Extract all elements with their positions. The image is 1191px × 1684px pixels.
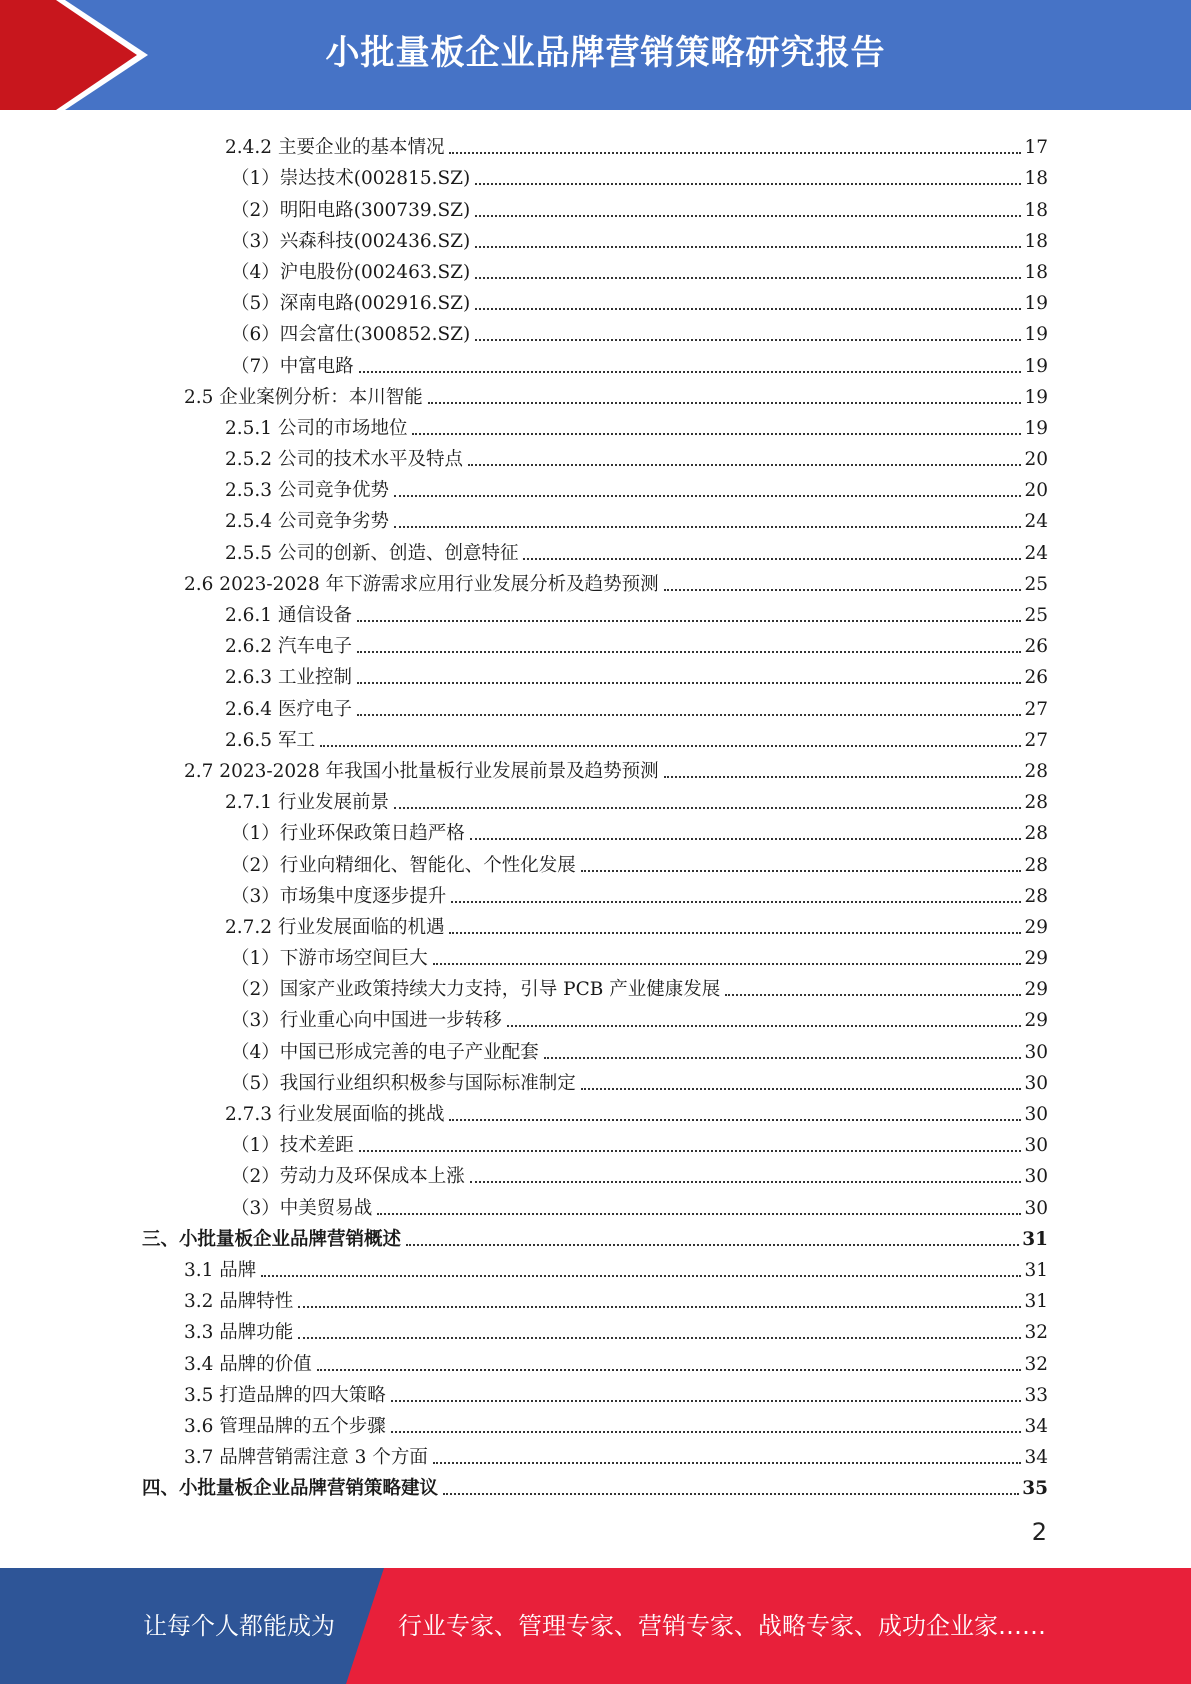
toc-entry[interactable] bbox=[0, 1064, 1191, 1095]
toc-entry-page: 27 bbox=[1024, 698, 1048, 720]
toc-entry-label: 2.6.3 工业控制 bbox=[225, 667, 352, 689]
toc-entry-label: 2.5.4 公司竞争劣势 bbox=[225, 511, 389, 533]
toc-entry[interactable] bbox=[0, 908, 1191, 939]
toc-entry[interactable] bbox=[0, 565, 1191, 596]
toc-entry-label: （3）市场集中度逐步提升 bbox=[231, 885, 447, 907]
toc-entry[interactable] bbox=[0, 1188, 1191, 1219]
toc-entry-page: 28 bbox=[1024, 823, 1048, 845]
toc-dot-leader bbox=[317, 1369, 1022, 1371]
toc-entry-page: 24 bbox=[1024, 542, 1048, 564]
toc-entry-page: 27 bbox=[1024, 729, 1048, 751]
toc-entry[interactable] bbox=[0, 1469, 1191, 1500]
toc-entry[interactable] bbox=[0, 378, 1191, 409]
toc-entry[interactable] bbox=[0, 814, 1191, 845]
toc-entry[interactable] bbox=[0, 409, 1191, 440]
page-number: 2 bbox=[1031, 1518, 1047, 1546]
toc-dot-leader bbox=[475, 277, 1021, 279]
toc-dot-leader bbox=[470, 1181, 1022, 1183]
toc-entry-page: 19 bbox=[1024, 324, 1048, 346]
toc-entry-label: 2.7.3 行业发展面临的挑战 bbox=[225, 1104, 445, 1125]
toc-dot-leader bbox=[412, 433, 1021, 435]
toc-entry-page: 25 bbox=[1024, 573, 1048, 595]
toc-entry[interactable] bbox=[0, 1126, 1191, 1157]
toc-entry-label: 3.3 品牌功能 bbox=[184, 1322, 294, 1344]
toc-entry[interactable] bbox=[0, 783, 1191, 814]
toc-entry[interactable] bbox=[0, 1282, 1191, 1313]
toc-entry-page: 34 bbox=[1024, 1415, 1048, 1437]
toc-dot-leader bbox=[581, 1088, 1022, 1090]
toc-entry[interactable] bbox=[0, 533, 1191, 564]
toc-entry-page: 30 bbox=[1024, 1041, 1048, 1063]
toc-dot-leader bbox=[470, 838, 1022, 840]
toc-dot-leader bbox=[581, 870, 1022, 872]
toc-entry[interactable] bbox=[0, 877, 1191, 908]
toc-entry-page: 18 bbox=[1024, 168, 1048, 190]
toc-entry-label: （6）四会富仕(300852.SZ) bbox=[231, 324, 471, 346]
toc-entry-page: 24 bbox=[1024, 511, 1048, 533]
toc-entry-label: 四、小批量板企业品牌营销策略建议 bbox=[142, 1478, 439, 1500]
footer-slogan-right: 行业专家、管理专家、营销专家、战略专家、成功企业家…… bbox=[398, 1612, 1046, 1640]
toc-entry[interactable] bbox=[0, 1032, 1191, 1063]
toc-entry-page: 31 bbox=[1024, 1291, 1048, 1313]
toc-dot-leader bbox=[359, 1150, 1022, 1152]
toc-entry-label: 3.6 管理品牌的五个步骤 bbox=[184, 1415, 386, 1437]
toc-entry-label: （2）行业向精细化、智能化、个性化发展 bbox=[231, 854, 576, 876]
toc-entry-label: 2.6.1 通信设备 bbox=[225, 605, 352, 626]
toc-entry[interactable] bbox=[0, 1220, 1191, 1251]
toc-entry-label: 2.7.2 行业发展面临的机遇 bbox=[225, 916, 445, 938]
toc-entry[interactable] bbox=[0, 596, 1191, 627]
toc-dot-leader bbox=[523, 558, 1021, 560]
toc-entry-label: （2）国家产业政策持续大力支持，引导 PCB 产业健康发展 bbox=[231, 979, 721, 1001]
toc-entry[interactable] bbox=[0, 284, 1191, 315]
toc-entry[interactable] bbox=[0, 658, 1191, 689]
toc-entry-label: 2.6.5 军工 bbox=[225, 729, 315, 751]
toc-entry-page: 34 bbox=[1024, 1447, 1048, 1469]
toc-dot-leader bbox=[475, 339, 1021, 341]
toc-entry-label: 3.7 品牌营销需注意 3 个方面 bbox=[184, 1447, 428, 1469]
toc-dot-leader bbox=[664, 776, 1022, 778]
toc-entry-label: （5）我国行业组织积极参与国际标准制定 bbox=[231, 1072, 576, 1094]
toc-entry-page: 30 bbox=[1024, 1135, 1048, 1157]
toc-dot-leader bbox=[433, 963, 1022, 965]
toc-dot-leader bbox=[664, 589, 1022, 591]
toc-dot-leader bbox=[406, 1244, 1019, 1246]
toc-entry-page: 32 bbox=[1024, 1353, 1048, 1375]
toc-entry-page: 18 bbox=[1024, 199, 1048, 221]
toc-entry-page: 33 bbox=[1024, 1384, 1048, 1406]
toc-dot-leader bbox=[359, 371, 1022, 373]
toc-dot-leader bbox=[475, 183, 1021, 185]
toc-entry-label: （1）崇达技术(002815.SZ) bbox=[231, 168, 471, 190]
toc-dot-leader bbox=[475, 308, 1021, 310]
toc-entry-label: （1）行业环保政策日趋严格 bbox=[231, 823, 465, 845]
toc-entry-label: 2.6.2 汽车电子 bbox=[225, 636, 352, 658]
toc-entry-page: 32 bbox=[1024, 1322, 1048, 1344]
toc-entry-page: 18 bbox=[1024, 261, 1048, 283]
toc-dot-leader bbox=[725, 994, 1021, 996]
toc-dot-leader bbox=[298, 1337, 1021, 1339]
toc-entry[interactable] bbox=[0, 721, 1191, 752]
toc-entry-page: 30 bbox=[1024, 1197, 1048, 1219]
toc-entry-label: （3）兴森科技(002436.SZ) bbox=[231, 230, 471, 252]
toc-dot-leader bbox=[357, 714, 1022, 716]
toc-entry[interactable] bbox=[0, 128, 1191, 159]
toc-entry-label: 2.4.2 主要企业的基本情况 bbox=[225, 137, 445, 159]
toc-dot-leader bbox=[357, 682, 1022, 684]
toc-entry[interactable] bbox=[0, 752, 1191, 783]
toc-entry-page: 26 bbox=[1024, 636, 1048, 658]
toc-dot-leader bbox=[377, 1213, 1021, 1215]
toc-dot-leader bbox=[320, 745, 1022, 747]
toc-entry-label: （5）深南电路(002916.SZ) bbox=[231, 293, 471, 315]
toc-entry[interactable] bbox=[0, 689, 1191, 720]
toc-dot-leader bbox=[451, 901, 1021, 903]
toc-entry-page: 19 bbox=[1024, 355, 1048, 377]
toc-entry[interactable] bbox=[0, 440, 1191, 471]
toc-entry-page: 19 bbox=[1024, 386, 1048, 408]
toc-entry-page: 26 bbox=[1024, 667, 1048, 689]
toc-dot-leader bbox=[394, 807, 1021, 809]
toc-entry[interactable] bbox=[0, 1157, 1191, 1188]
toc-entry-label: 三、小批量板企业品牌营销概述 bbox=[142, 1228, 402, 1250]
toc-entry-label: 3.5 打造品牌的四大策略 bbox=[184, 1384, 386, 1406]
toc-entry-label: （1）技术差距 bbox=[231, 1135, 354, 1157]
toc-entry-label: （7）中富电路 bbox=[231, 355, 354, 377]
toc-entry[interactable] bbox=[0, 159, 1191, 190]
toc-entry-page: 35 bbox=[1022, 1478, 1048, 1500]
toc-entry[interactable] bbox=[0, 1376, 1191, 1407]
toc-dot-leader bbox=[468, 464, 1021, 466]
toc-entry-label: （3）中美贸易战 bbox=[231, 1197, 373, 1219]
toc-dot-leader bbox=[475, 215, 1021, 217]
toc-entry[interactable] bbox=[0, 1344, 1191, 1375]
toc-entry-page: 28 bbox=[1024, 760, 1048, 782]
toc-entry-page: 28 bbox=[1024, 792, 1048, 814]
page-header bbox=[0, 0, 1191, 110]
toc-entry[interactable] bbox=[0, 1407, 1191, 1438]
toc-dot-leader bbox=[391, 1400, 1022, 1402]
toc-entry[interactable] bbox=[0, 222, 1191, 253]
toc-entry-page: 19 bbox=[1024, 417, 1048, 439]
toc-entry-label: 3.2 品牌特性 bbox=[184, 1291, 294, 1313]
toc-dot-leader bbox=[475, 246, 1021, 248]
toc-dot-leader bbox=[357, 651, 1022, 653]
toc-entry-label: 2.6 2023-2028 年下游需求应用行业发展分析及趋势预测 bbox=[184, 573, 659, 595]
toc-entry-label: （3）行业重心向中国进一步转移 bbox=[231, 1010, 502, 1032]
toc-entry-page: 31 bbox=[1024, 1259, 1048, 1281]
toc-entry[interactable] bbox=[0, 253, 1191, 284]
toc-entry[interactable] bbox=[0, 1313, 1191, 1344]
toc-dot-leader bbox=[394, 495, 1021, 497]
toc-entry-label: 2.6.4 医疗电子 bbox=[225, 698, 352, 720]
toc-entry-page: 29 bbox=[1024, 1010, 1048, 1032]
table-of-contents bbox=[0, 128, 1191, 1500]
footer-slogan-left: 让每个人都能成为 bbox=[143, 1612, 335, 1640]
toc-entry-label: 3.1 品牌 bbox=[184, 1259, 257, 1281]
toc-entry[interactable] bbox=[0, 315, 1191, 346]
toc-entry-page: 20 bbox=[1024, 480, 1048, 502]
toc-entry-page: 30 bbox=[1024, 1072, 1048, 1094]
toc-entry-page: 18 bbox=[1024, 230, 1048, 252]
toc-dot-leader bbox=[433, 1462, 1022, 1464]
toc-dot-leader bbox=[357, 620, 1022, 622]
toc-entry-label: 2.5 企业案例分析：本川智能 bbox=[184, 386, 423, 408]
toc-entry[interactable] bbox=[0, 1095, 1191, 1126]
toc-entry-label: （4）中国已形成完善的电子产业配套 bbox=[231, 1041, 539, 1063]
toc-entry-label: 2.5.3 公司竞争优势 bbox=[225, 480, 389, 502]
toc-entry-label: 2.5.5 公司的创新、创造、创意特征 bbox=[225, 542, 519, 564]
toc-entry-page: 29 bbox=[1024, 916, 1048, 938]
toc-entry-page: 30 bbox=[1024, 1104, 1048, 1125]
toc-entry-label: （2）明阳电路(300739.SZ) bbox=[231, 199, 471, 221]
toc-dot-leader bbox=[449, 1119, 1021, 1121]
toc-entry-page: 20 bbox=[1024, 449, 1048, 471]
toc-entry-page: 29 bbox=[1024, 948, 1048, 970]
toc-entry-label: （1）下游市场空间巨大 bbox=[231, 948, 428, 970]
toc-dot-leader bbox=[428, 402, 1022, 404]
toc-dot-leader bbox=[261, 1275, 1021, 1277]
toc-entry[interactable] bbox=[0, 970, 1191, 1001]
toc-entry[interactable] bbox=[0, 502, 1191, 533]
toc-dot-leader bbox=[449, 152, 1021, 154]
toc-dot-leader bbox=[544, 1057, 1022, 1059]
toc-entry-page: 17 bbox=[1024, 137, 1048, 159]
toc-entry-page: 28 bbox=[1024, 854, 1048, 876]
page-footer bbox=[0, 1568, 1191, 1684]
toc-entry-label: （2）劳动力及环保成本上涨 bbox=[231, 1166, 465, 1188]
toc-entry-label: 3.4 品牌的价值 bbox=[184, 1353, 312, 1375]
toc-entry-page: 25 bbox=[1024, 605, 1048, 626]
toc-dot-leader bbox=[507, 1025, 1022, 1027]
toc-entry[interactable] bbox=[0, 627, 1191, 658]
toc-entry-label: （4）沪电股份(002463.SZ) bbox=[231, 261, 471, 283]
toc-entry[interactable] bbox=[0, 346, 1191, 377]
toc-entry[interactable] bbox=[0, 471, 1191, 502]
toc-entry[interactable] bbox=[0, 190, 1191, 221]
toc-entry-label: 2.7 2023-2028 年我国小批量板行业发展前景及趋势预测 bbox=[184, 760, 659, 782]
toc-entry[interactable] bbox=[0, 845, 1191, 876]
report-title: 小批量板企业品牌营销策略研究报告 bbox=[325, 33, 886, 73]
toc-entry-page: 28 bbox=[1024, 885, 1048, 907]
toc-entry[interactable] bbox=[0, 939, 1191, 970]
toc-entry[interactable] bbox=[0, 1438, 1191, 1469]
toc-entry-label: 2.7.1 行业发展前景 bbox=[225, 792, 389, 814]
toc-dot-leader bbox=[443, 1493, 1019, 1495]
toc-entry-page: 31 bbox=[1022, 1228, 1048, 1250]
toc-dot-leader bbox=[394, 526, 1021, 528]
toc-entry-label: 2.5.1 公司的市场地位 bbox=[225, 417, 408, 439]
toc-entry-page: 29 bbox=[1024, 979, 1048, 1001]
toc-entry[interactable] bbox=[0, 1251, 1191, 1282]
toc-dot-leader bbox=[449, 932, 1021, 934]
toc-entry[interactable] bbox=[0, 1001, 1191, 1032]
toc-entry-label: 2.5.2 公司的技术水平及特点 bbox=[225, 449, 463, 471]
toc-dot-leader bbox=[298, 1306, 1021, 1308]
toc-entry-page: 30 bbox=[1024, 1166, 1048, 1188]
toc-dot-leader bbox=[391, 1431, 1022, 1433]
toc-entry-page: 19 bbox=[1024, 293, 1048, 315]
